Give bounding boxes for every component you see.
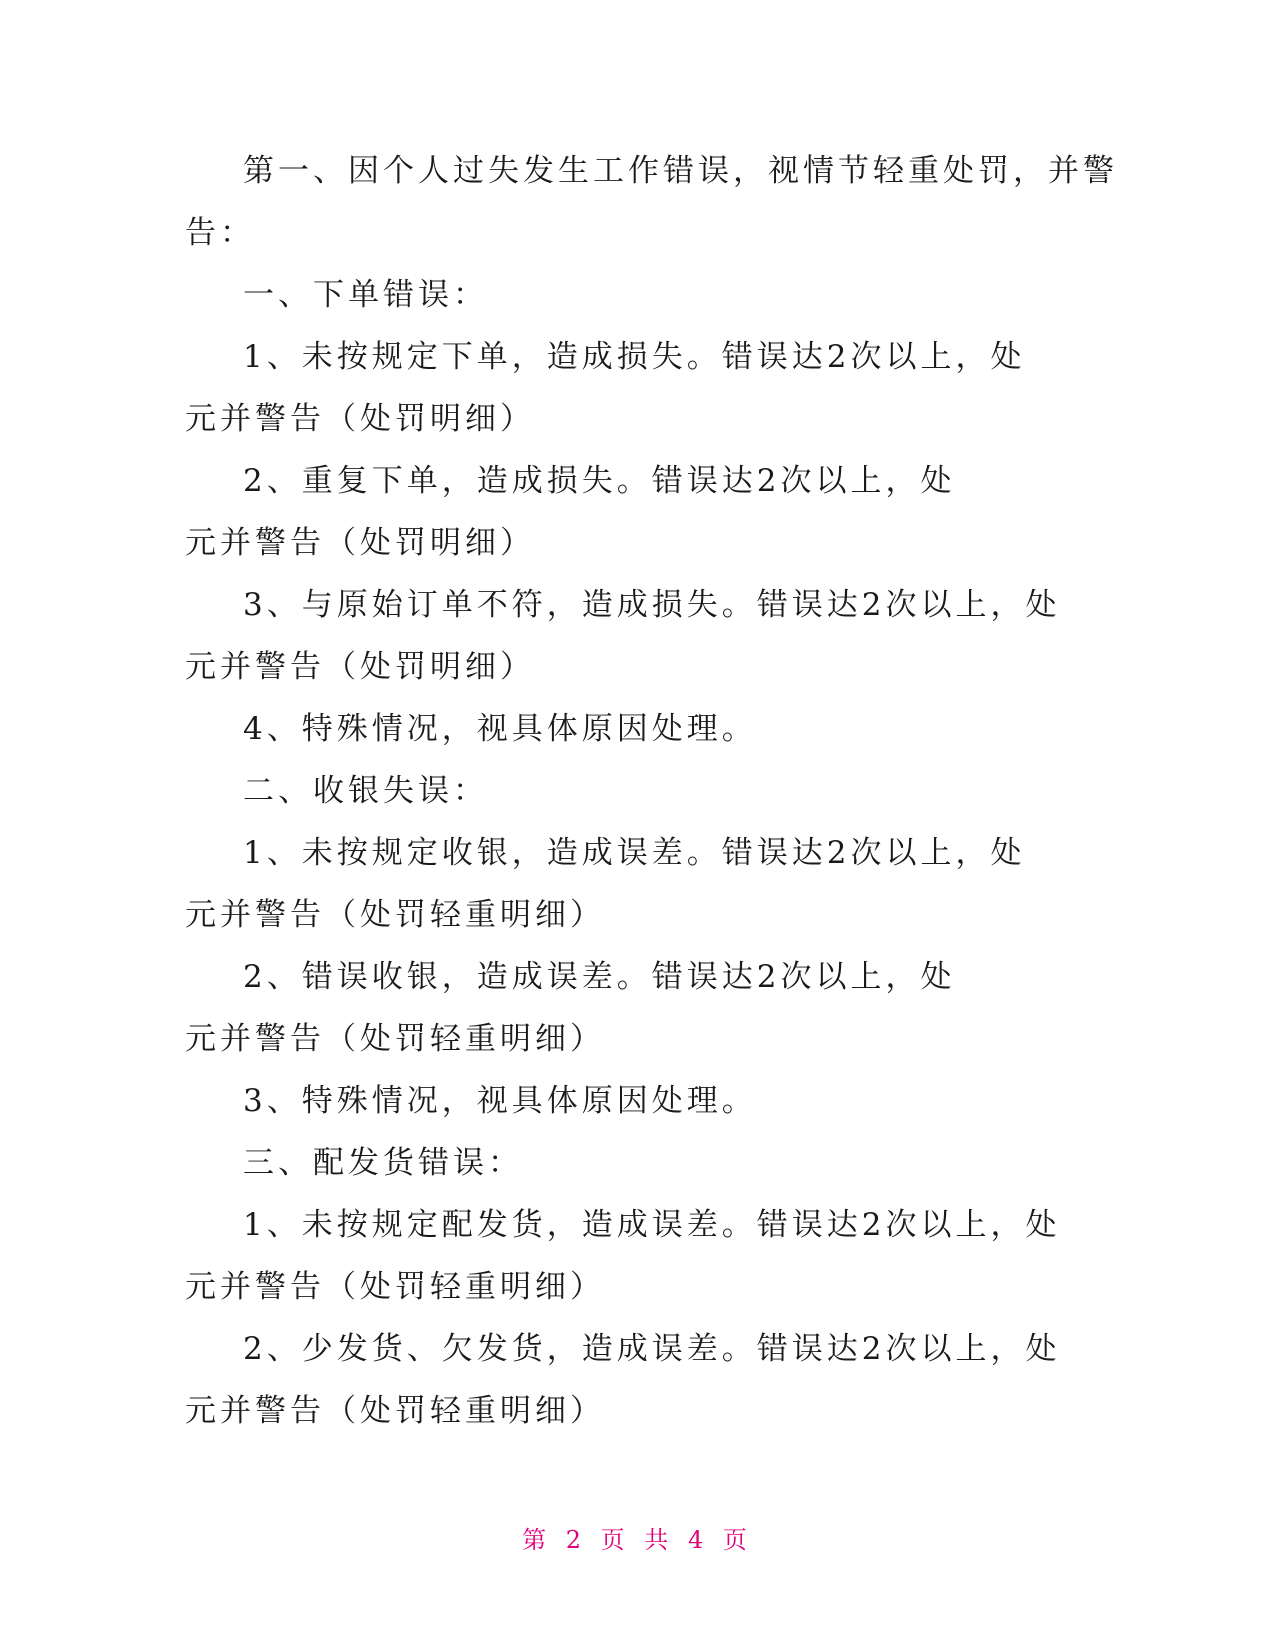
paragraph-line: 元并警告（处罚明细）: [185, 649, 535, 685]
paragraph-line: 元并警告（处罚明细）: [185, 401, 535, 437]
paragraph-line: 2、错误收银，造成误差。错误达2次以上，处: [243, 959, 956, 995]
paragraph-line: 1、未按规定下单，造成损失。错误达2次以上，处: [243, 339, 1026, 375]
paragraph-line: 3、与原始订单不符，造成损失。错误达2次以上，处: [243, 587, 1061, 623]
paragraph-line: 2、重复下单，造成损失。错误达2次以上，处: [243, 463, 956, 499]
paragraph-line: 元并警告（处罚轻重明细）: [185, 1021, 605, 1057]
paragraph-line: 1、未按规定收银，造成误差。错误达2次以上，处: [243, 835, 1026, 871]
section-heading: 三、配发货错误：: [243, 1145, 523, 1181]
section-heading: 一、下单错误：: [243, 277, 488, 313]
paragraph-line: 元并警告（处罚明细）: [185, 525, 535, 561]
paragraph-line: 元并警告（处罚轻重明细）: [185, 897, 605, 933]
paragraph-line: 3、特殊情况，视具体原因处理。: [243, 1083, 757, 1119]
page-number-footer: 第 2 页 共 4 页: [522, 1526, 753, 1554]
paragraph-line: 第一、因个人过失发生工作错误，视情节轻重处罚，并警: [243, 153, 1118, 189]
paragraph-line: 告：: [185, 215, 255, 251]
paragraph-line: 2、少发货、欠发货，造成误差。错误达2次以上，处: [243, 1331, 1061, 1367]
paragraph-line: 1、未按规定配发货，造成误差。错误达2次以上，处: [243, 1207, 1061, 1243]
document-body: [185, 140, 1118, 1442]
paragraph-line: 元并警告（处罚轻重明细）: [185, 1393, 605, 1429]
paragraph-line: 元并警告（处罚轻重明细）: [185, 1269, 605, 1305]
paragraph-line: 4、特殊情况，视具体原因处理。: [243, 711, 757, 747]
section-heading: 二、收银失误：: [243, 773, 488, 809]
